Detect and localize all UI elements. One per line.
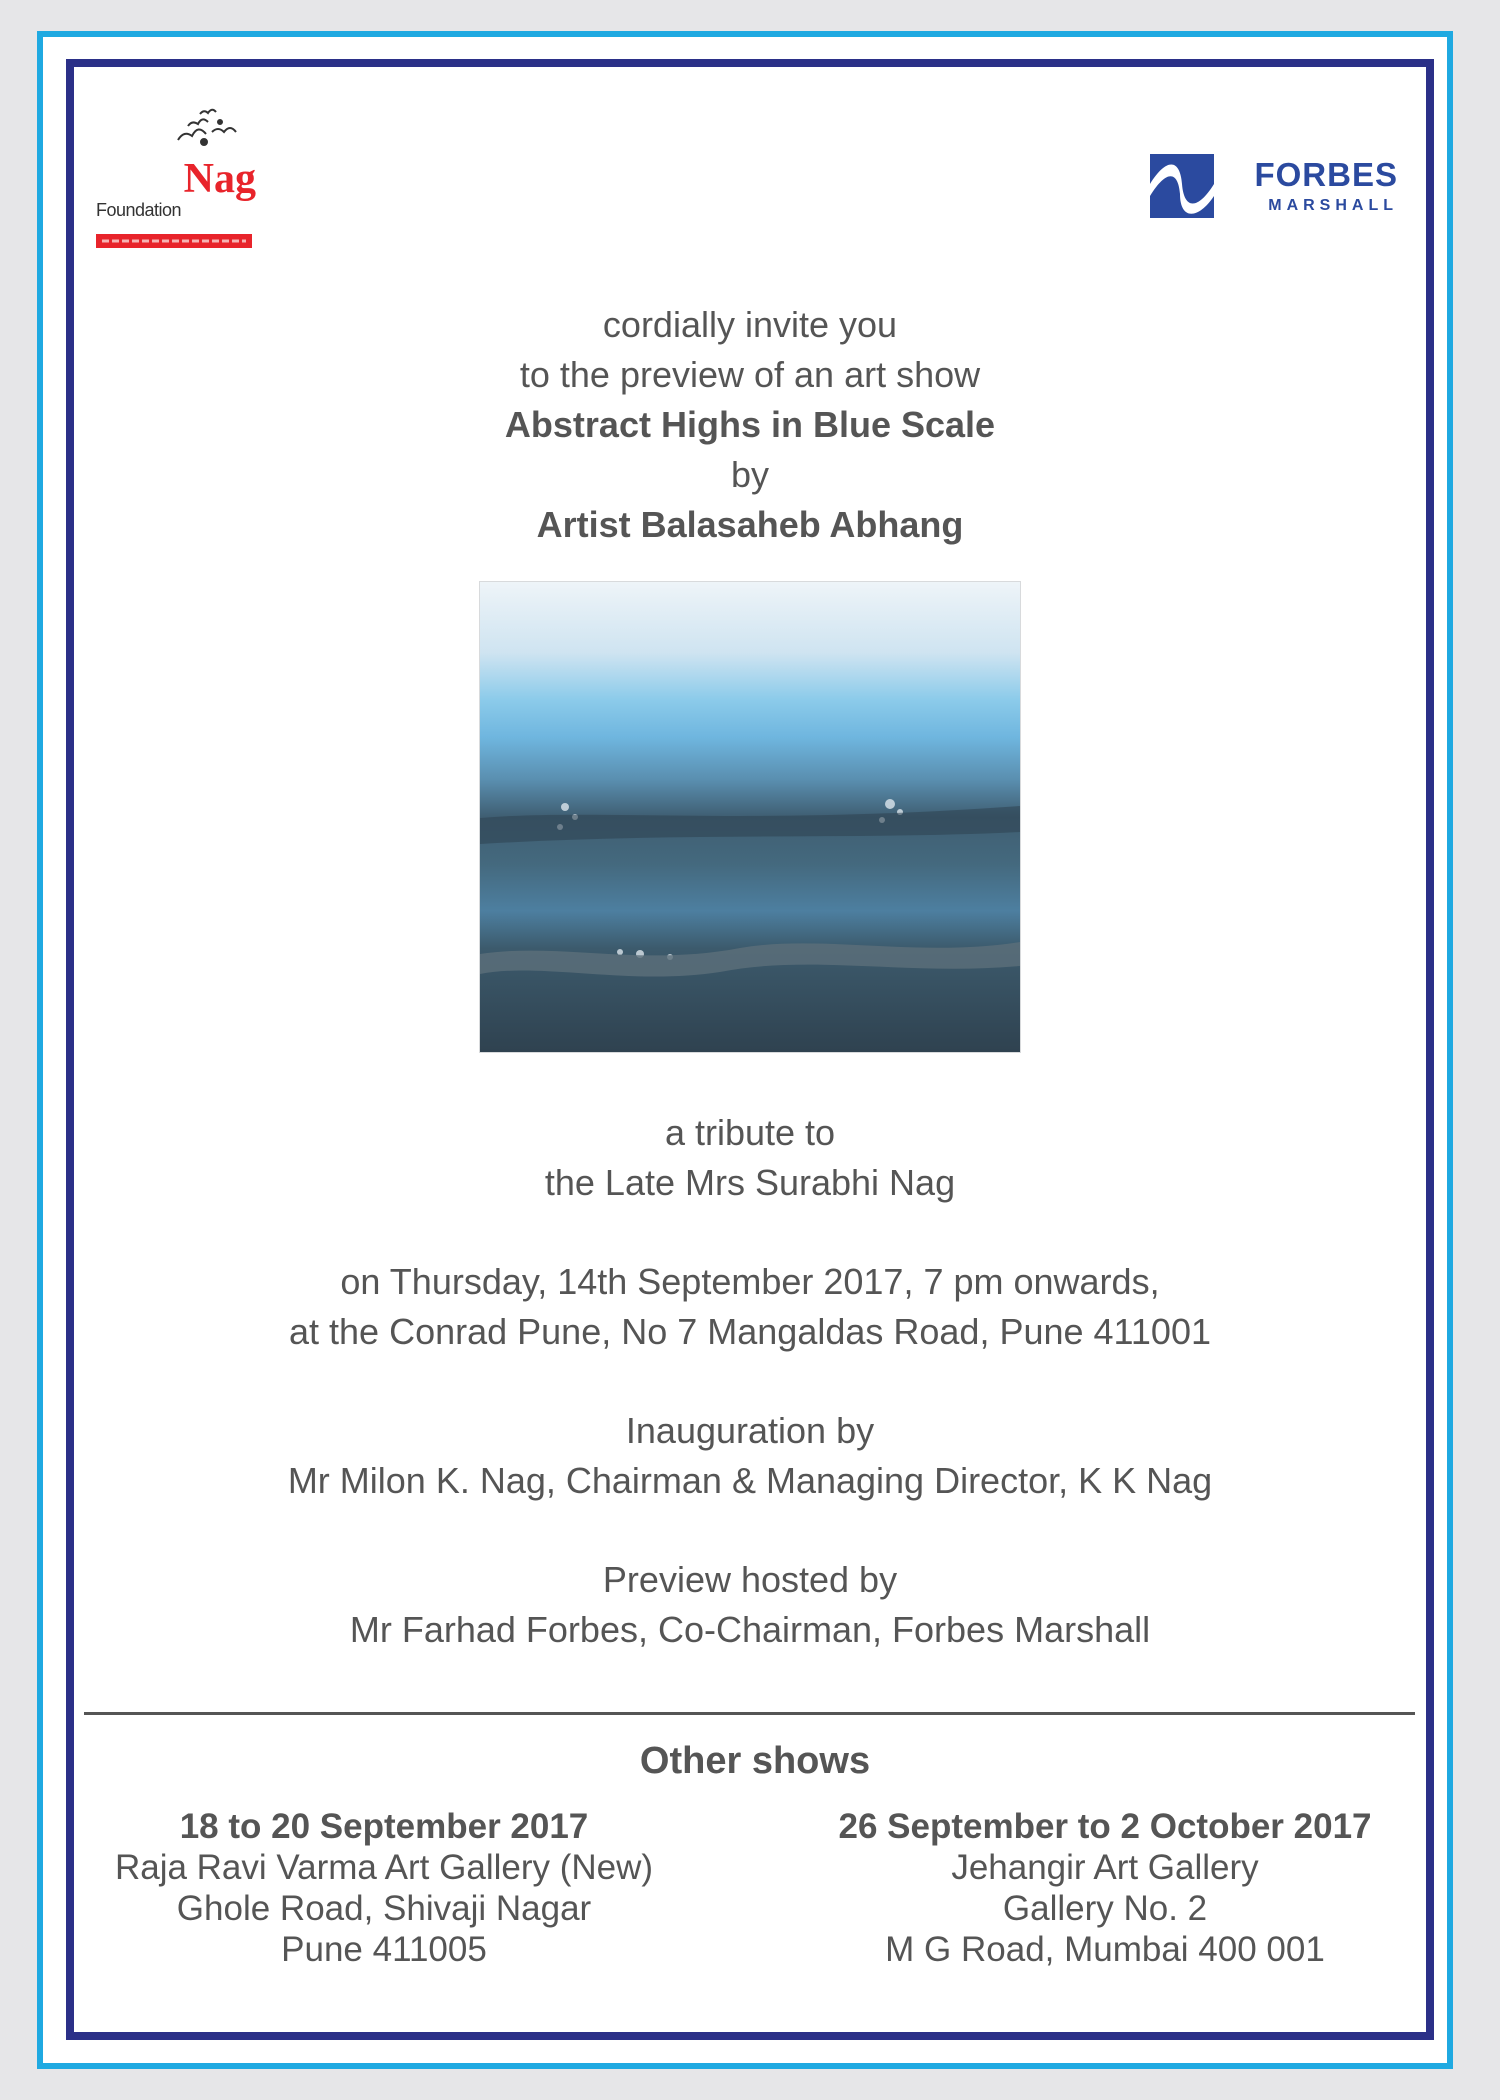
inauguration-person: Mr Milon K. Nag, Chairman & Managing Director, K K Nag [287, 1460, 1213, 1501]
inauguration-heading: Inauguration by [625, 1410, 875, 1451]
foundation-logo-text: Foundation [96, 200, 182, 220]
show-dates: 18 to 20 September 2017 [179, 1807, 589, 1846]
show-venue: Jehangir Art Gallery [951, 1848, 1259, 1887]
other-shows-title: Other shows [639, 1740, 871, 1782]
invite-line-1: cordially invite you [602, 304, 898, 345]
host-heading: Preview hosted by [602, 1559, 898, 1600]
invite-line-2: to the preview of an art show [519, 354, 981, 395]
show-card-mumbai [790, 1806, 1420, 1970]
host-person: Mr Farhad Forbes, Co-Chairman, Forbes Marshall [349, 1609, 1151, 1650]
inauguration-block [70, 1406, 1430, 1506]
marshall-logo-text: MARSHALL [1268, 197, 1398, 214]
show-card-pune [84, 1806, 684, 1970]
tribute-line-1: a tribute to [664, 1112, 836, 1153]
event-venue: at the Conrad Pune, No 7 Mangaldas Road, Pune 411001 [289, 1311, 1211, 1352]
show-address: Gallery No. 2 [1002, 1889, 1208, 1928]
abstract-painting-image [480, 582, 1020, 1052]
host-block [70, 1555, 1430, 1655]
tribute-line-2: the Late Mrs Surabhi Nag [544, 1162, 956, 1203]
event-details [70, 1257, 1430, 1357]
nag-logo-text: Nag [183, 156, 256, 202]
show-address: Ghole Road, Shivaji Nagar [176, 1889, 592, 1928]
artist-name: Artist Balasaheb Abhang [536, 504, 964, 545]
show-venue: Raja Ravi Varma Art Gallery (New) [114, 1848, 654, 1887]
divider-line [84, 1712, 1415, 1715]
tribute-block [70, 1108, 1430, 1208]
show-city: M G Road, Mumbai 400 001 [885, 1930, 1325, 1969]
event-date: on Thursday, 14th September 2017, 7 pm onwards, [340, 1261, 1160, 1302]
show-title: Abstract Highs in Blue Scale [504, 404, 996, 445]
show-dates: 26 September to 2 October 2017 [838, 1807, 1372, 1846]
invitation-block [70, 300, 1430, 550]
by-text: by [730, 454, 770, 495]
show-city: Pune 411005 [281, 1930, 487, 1969]
nag-foundation-logo [92, 100, 256, 256]
forbes-logo-text: FORBES [1254, 156, 1398, 193]
forbes-marshall-logo [1150, 154, 1400, 220]
